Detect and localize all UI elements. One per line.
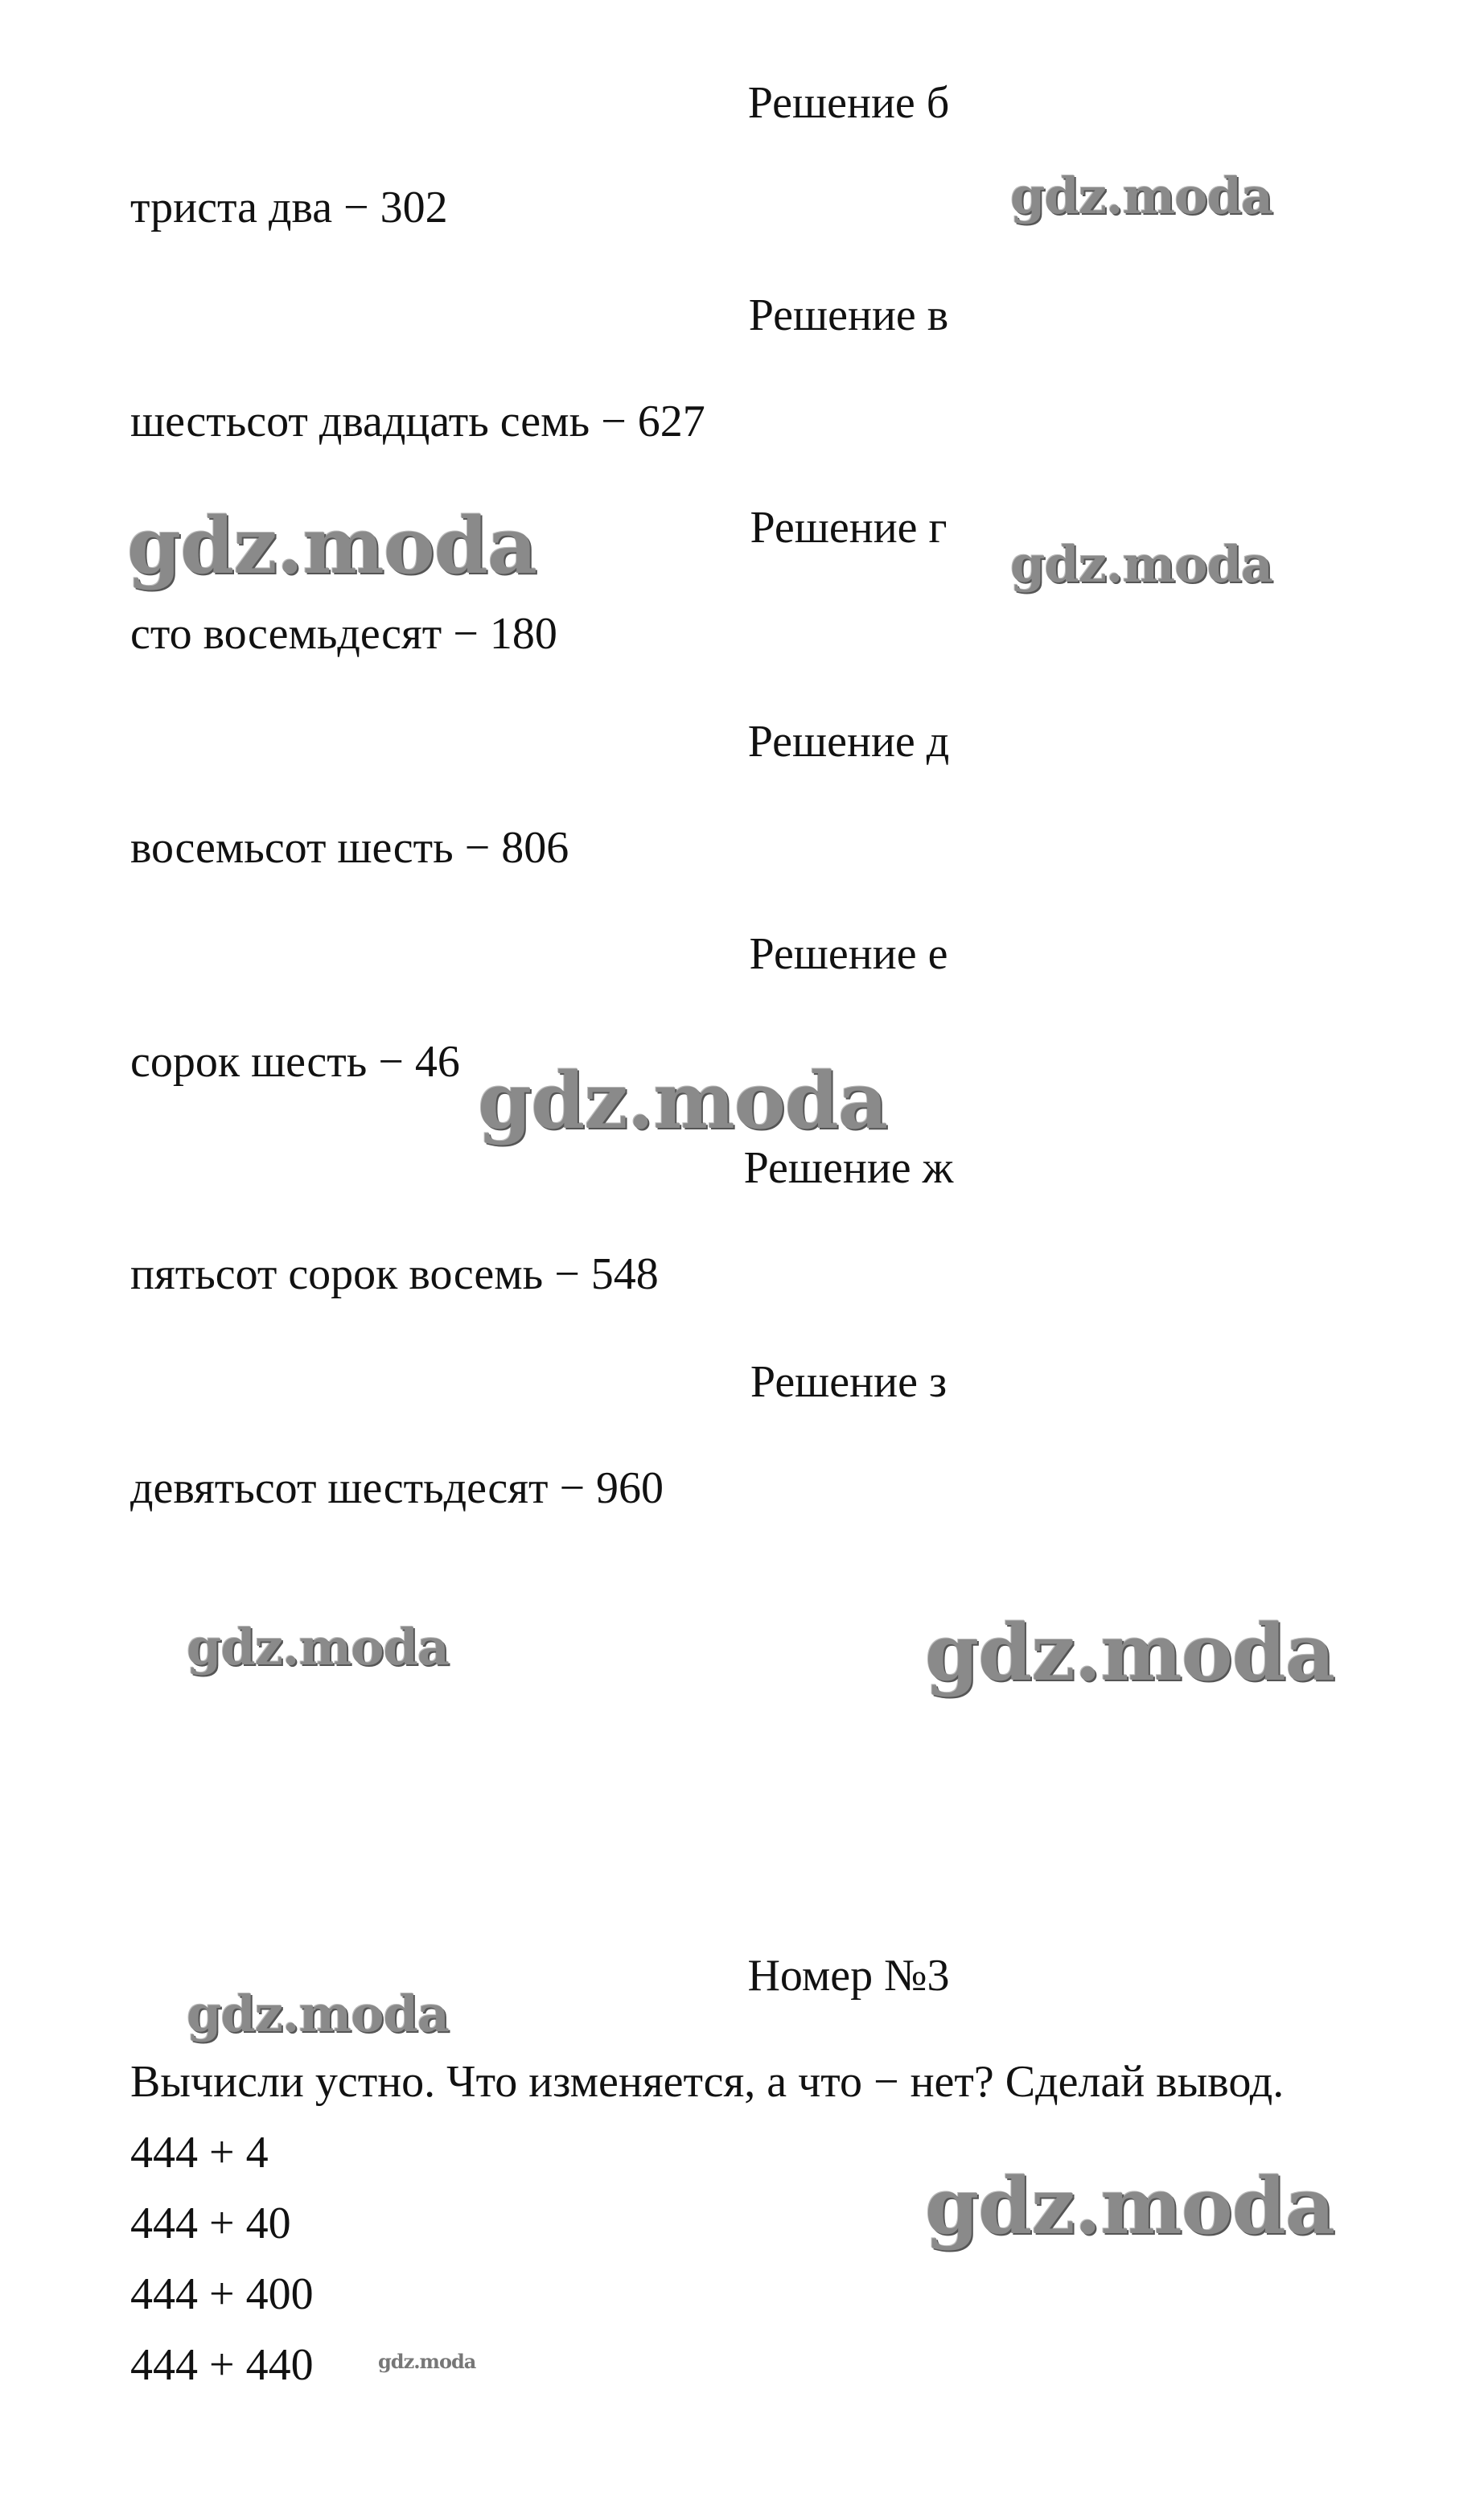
watermark: gdz.moda [187,1618,449,1676]
solution-answer-e: сорок шесть − 46 [130,1037,460,1087]
watermark: gdz.moda [1010,535,1272,594]
solution-heading-z: Решение з [750,1357,948,1407]
expression: 444 + 440 [130,2340,314,2390]
expression: 444 + 4 [130,2128,269,2178]
watermark: gdz.moda [925,1607,1335,1698]
solution-heading-b: Решение б [747,78,950,128]
solution-heading-d: Решение д [747,717,950,767]
watermark: gdz.moda [127,500,537,591]
solution-answer-b: триста два − 302 [130,183,448,232]
solution-answer-g: сто восемьдесят − 180 [130,609,557,659]
watermark: gdz.moda [478,1055,888,1146]
expression: 444 + 40 [130,2199,291,2248]
watermark: gdz.moda [378,2350,476,2373]
task-prompt: Вычисли устно. Что изменяется, а что − нет? Сделай вывод. [130,2057,1285,2107]
solution-answer-zh: пятьсот сорок восемь − 548 [130,1249,659,1299]
watermark: gdz.moda [187,1985,449,2043]
watermark: gdz.moda [1010,167,1272,225]
expression: 444 + 400 [130,2269,314,2319]
solution-heading-zh: Решение ж [743,1143,954,1193]
task-number: Номер №3 [747,1951,950,2001]
solution-heading-v: Решение в [748,290,949,340]
solution-answer-v: шестьсот двадцать семь − 627 [130,397,705,446]
solution-heading-g: Решение г [750,503,948,553]
watermark: gdz.moda [925,2161,1335,2252]
solution-answer-d: восемьсот шесть − 806 [130,823,569,873]
solution-heading-e: Решение е [749,929,948,979]
solution-answer-z: девятьсот шестьдесят − 960 [130,1463,664,1513]
